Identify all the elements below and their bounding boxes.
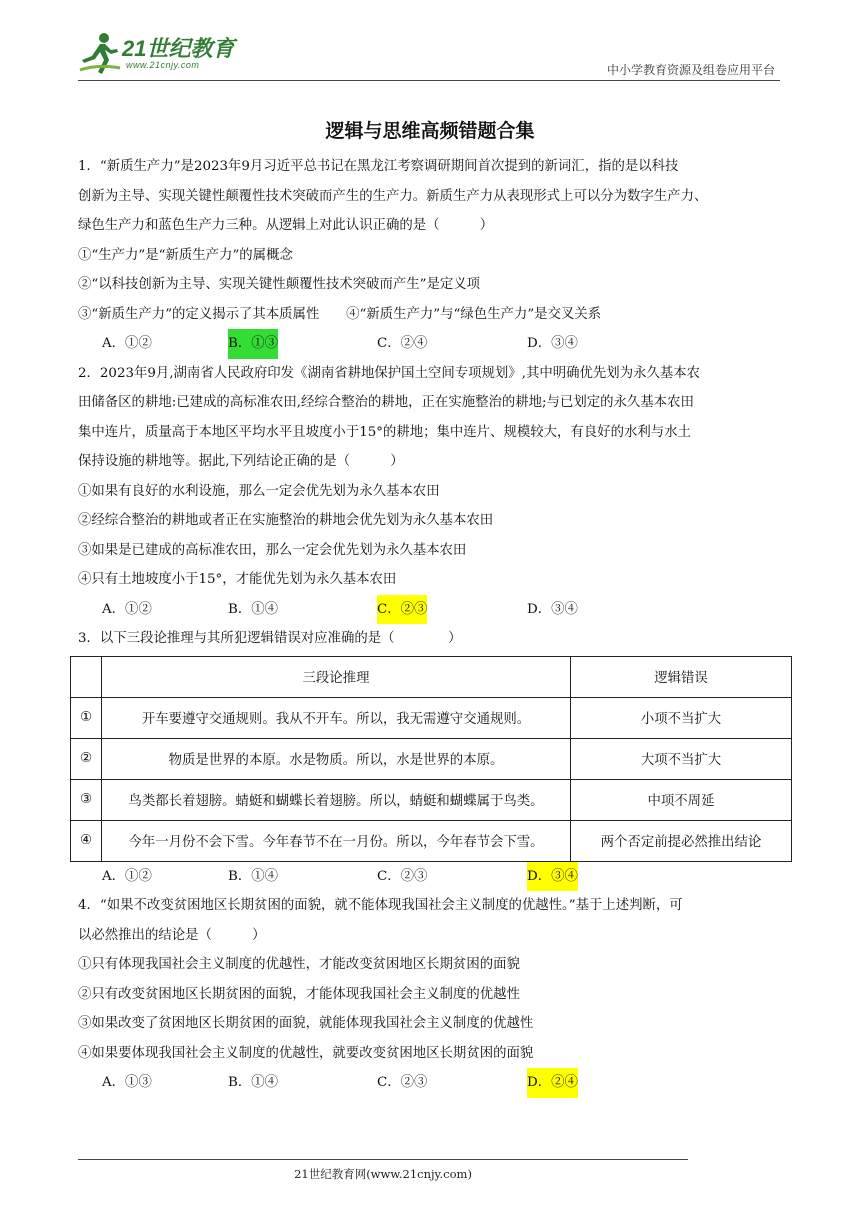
logo-subtext: www.21cnjy.com [126,60,200,70]
question-4 [78,891,790,1098]
footer-text: 21世纪教育网(www.21cnjy.com) [294,1167,472,1181]
syllogism-text: 鸟类都长着翅膀。蜻蜓和蝴蝶长着翅膀。所以，蜻蜓和蝴蝶属于鸟类。 [102,779,571,820]
q1-line: 创新为主导、实现关键性颠覆性技术突破而产生的生产力。新质生产力从表现形式上可以分为数字生产力、 [78,188,708,204]
q4-line: 以必然推出的结论是（ ） [78,927,266,943]
q2-options [78,595,790,625]
footer-divider [78,1159,688,1160]
option-a[interactable]: A．①② [102,601,152,617]
option-b[interactable]: B．①④ [228,868,279,884]
option-d-answer[interactable]: D．②④ [527,1068,578,1098]
q3-options [78,862,790,892]
row-number: ② [71,738,102,779]
option-c[interactable]: C．②③ [377,1075,428,1090]
q2-line: ②经综合整治的耕地或者正在实施整治的耕地会优先划为永久基本农田 [78,513,494,528]
row-number: ④ [71,820,102,861]
page-title: 逻辑与思维高频错题合集 [325,120,535,142]
table-header-row [71,656,792,697]
q1-options [78,329,790,359]
q2-line: 田储备区的耕地:已建成的高标准农田,经综合整治的耕地，正在实施整治的耕地;与已划定的永久基本农田 [78,395,694,410]
logic-error: 两个否定前提必然推出结论 [571,820,792,861]
q4-line: ①只有体现我国社会主义制度的优越性，才能改变贫困地区长期贫困的面貌 [78,957,520,972]
question-1 [78,152,790,359]
q2-line: ③如果是已建成的高标准农田，那么一定会优先划为永久基本农田 [78,542,467,558]
logic-error: 中项不周延 [571,779,792,820]
syllogism-table [70,656,792,862]
q2-line: ④只有土地坡度小于15°，才能优先划为永久基本农田 [78,572,397,587]
q4-line: 4．“如果不改变贫困地区长期贫困的面貌，就不能体现我国社会主义制度的优越性。”基于上述判断，可 [78,898,683,913]
option-a[interactable]: A．①② [102,336,152,351]
option-b[interactable]: B．①④ [228,1075,279,1090]
logo-text: 21世纪教育 [122,36,235,61]
q4-options [78,1068,790,1098]
row-number: ① [71,697,102,738]
option-c-answer[interactable]: C．②③ [377,595,427,625]
option-c[interactable]: C．②③ [377,868,428,884]
logic-error: 小项不当扩大 [571,697,792,738]
question-list [78,152,790,1098]
syllogism-text: 今年一月份不会下雪。今年春节不在一月份。所以，今年春节会下雪。 [102,820,571,861]
q4-line: ③如果改变了贫困地区长期贫困的面貌，就能体现我国社会主义制度的优越性 [78,1016,534,1031]
platform-label: 中小学教育资源及组卷应用平台 [606,63,775,77]
question-2 [78,359,790,625]
q2-line: 保持设施的耕地等。据此,下列结论正确的是（ ） [78,454,404,469]
q1-line: 1．“新质生产力”是2023年9月习近平总书记在黑龙江考察调研期间首次提到的新词汇，指的是以科技 [78,159,679,174]
q2-line: 2．2023年9月,湖南省人民政府印发《湖南省耕地保护国土空间专项规划》,其中明确优先划为永久基本农 [78,365,701,381]
q1-line: 绿色生产力和蓝色生产力三种。从逻辑上对此认识正确的是（ ） [78,218,494,233]
q4-line: ④如果要体现我国社会主义制度的优越性，就要改变贫困地区长期贫困的面貌 [78,1045,534,1061]
option-c[interactable]: C．②④ [377,336,428,351]
q3-stem: 3．以下三段论推理与其所犯逻辑错误对应准确的是（ ） [78,631,462,646]
option-a[interactable]: A．①③ [102,1075,152,1090]
table-header-cell [71,656,102,697]
syllogism-text: 物质是世界的本原。水是物质。所以，水是世界的本原。 [102,738,571,779]
table-row [71,820,792,861]
option-d[interactable]: D．③④ [527,336,578,351]
option-d-answer[interactable]: D．③④ [527,862,578,892]
q4-line: ②只有改变贫困地区长期贫困的面貌，才能体现我国社会主义制度的优越性 [78,986,520,1002]
option-d[interactable]: D．③④ [527,601,578,617]
option-b-answer[interactable]: B．①③ [228,329,278,359]
row-number: ③ [71,779,102,820]
option-b[interactable]: B．①④ [228,601,279,617]
table-header-cell: 逻辑错误 [571,656,792,697]
question-3 [78,624,790,891]
option-a[interactable]: A．①② [102,868,152,884]
site-logo [78,30,248,80]
syllogism-text: 开车要遵守交通规则。我从不开车。所以，我无需遵守交通规则。 [102,697,571,738]
table-header-cell: 三段论推理 [102,656,571,697]
runner-icon [78,30,122,76]
table-row [71,779,792,820]
q1-line: ③“新质生产力”的定义揭示了其本质属性 ④“新质生产力”与“绿色生产力”是交叉关系 [78,306,602,322]
q1-line: ①“生产力”是“新质生产力”的属概念 [78,247,293,263]
header-divider [78,80,780,81]
q2-line: ①如果有良好的水利设施，那么一定会优先划为永久基本农田 [78,483,440,499]
logic-error: 大项不当扩大 [571,738,792,779]
q2-line: 集中连片，质量高于本地区平均水平且坡度小于15°的耕地；集中连片、规模较大，有良好的水利与水土 [78,424,691,440]
table-row [71,697,792,738]
q1-line: ②“以科技创新为主导、实现关键性颠覆性技术突破而产生”是定义项 [78,277,481,292]
table-row [71,738,792,779]
